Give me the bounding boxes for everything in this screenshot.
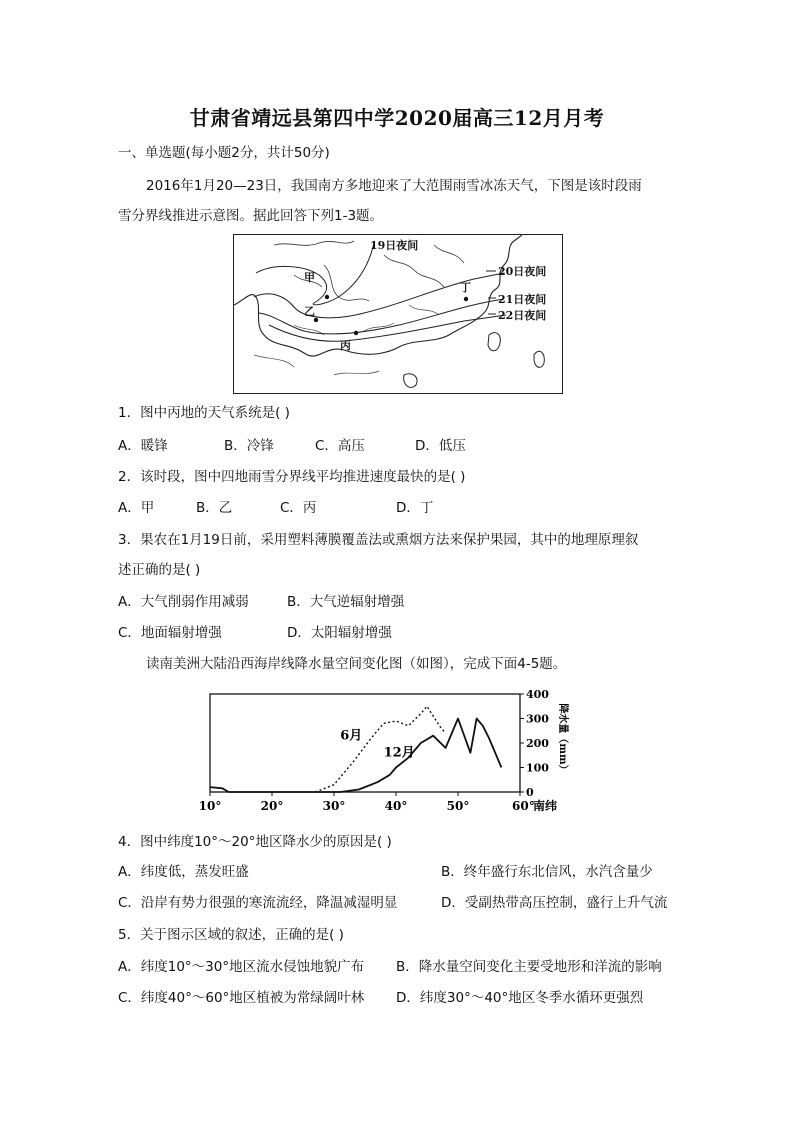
q4-option-a: A．纬度低，蒸发旺盛	[118, 864, 249, 880]
q4-option-b: B．终年盛行东北信风，水汽含量少	[441, 864, 653, 880]
q3-option-c: C．地面辐射增强	[118, 625, 222, 641]
plot-frame	[210, 694, 520, 792]
x-tick-label: 30°	[322, 799, 346, 813]
q5-option-d: D．纬度30°～40°地区冬季水循环更强烈	[396, 990, 644, 1006]
intro-2: 读南美洲大陆沿西海岸线降水量空间变化图（如图），完成下面4-5题。	[146, 656, 567, 672]
intro-line-2: 雪分界线推进示意图。据此回答下列1-3题。	[118, 208, 384, 224]
q5-stem: 5．关于图示区域的叙述，正确的是( )	[118, 927, 344, 943]
q3-stem-line-1: 3．果农在1月19日前，采用塑料薄膜覆盖法或熏烟方法来保护果园，其中的地理原理叙	[118, 532, 639, 548]
label-ding: 丁	[460, 281, 471, 294]
x-axis-label: 南纬	[533, 799, 558, 813]
x-tick-label: 50°	[446, 799, 470, 813]
y-tick-label: 100	[526, 761, 549, 775]
y-axis-label: 降水量（mm）	[557, 703, 568, 775]
x-tick-label: 10°	[198, 799, 222, 813]
intro-line-1: 2016年1月20—23日，我国南方多地迎来了大范围雨雪冰冻天气，下图是该时段雨	[146, 178, 642, 194]
snow-rain-boundary-map	[233, 234, 563, 394]
section-heading: 一、单选题(每小题2分，共计50分)	[118, 145, 330, 161]
y-tick-label: 400	[526, 688, 549, 701]
x-tick-label: 20°	[260, 799, 284, 813]
q1-option-d: D．低压	[415, 438, 466, 454]
q5-option-c: C．纬度40°～60°地区植被为常绿阔叶林	[118, 990, 365, 1006]
q4-stem: 4．图中纬度10°～20°地区降水少的原因是( )	[118, 834, 392, 850]
label-19-night: 19日夜间	[370, 239, 419, 252]
y-tick-label: 300	[526, 712, 549, 726]
q2-option-a: A．甲	[118, 500, 155, 516]
q1-stem: 1．图中丙地的天气系统是( )	[118, 405, 290, 421]
x-tick-label: 40°	[384, 799, 408, 813]
q4-option-d: D．受副热带高压控制，盛行上升气流	[441, 895, 668, 911]
q2-option-d: D．丁	[396, 500, 434, 516]
q2-stem: 2．该时段，图中四地雨雪分界线平均推进速度最快的是( )	[118, 469, 466, 485]
label-21-night: 21日夜间	[498, 293, 547, 306]
series-line-june	[315, 706, 445, 792]
series-label-june: 6月	[340, 728, 363, 744]
label-bing: 丙	[340, 339, 351, 352]
y-tick-label: 200	[526, 737, 549, 750]
q2-option-c: C．丙	[280, 500, 317, 516]
q2-option-b: B．乙	[196, 500, 233, 516]
q1-option-a: A．暖锋	[118, 438, 168, 454]
label-22-night: 22日夜间	[498, 309, 547, 322]
x-tick-label: 60°	[512, 799, 535, 813]
q3-option-d: D．太阳辐射增强	[287, 625, 392, 641]
label-jia: 甲	[304, 271, 315, 284]
q3-stem-line-2: 述正确的是( )	[118, 562, 201, 578]
page-title: 甘肃省靖远县第四中学2020届高三12月月考	[189, 106, 605, 130]
q4-option-c: C．沿岸有势力很强的寒流流经，降温减湿明显	[118, 895, 398, 911]
q3-option-b: B．大气逆辐射增强	[287, 594, 405, 610]
q1-option-c: C．高压	[315, 438, 365, 454]
precipitation-chart	[195, 684, 595, 819]
y-tick-label: 0	[526, 786, 534, 799]
series-label-december: 12月	[383, 745, 415, 761]
q1-option-b: B．冷锋	[224, 438, 274, 454]
q5-option-b: B．降水量空间变化主要受地形和洋流的影响	[396, 959, 662, 975]
label-yi: 乙	[304, 305, 315, 318]
label-20-night: 20日夜间	[498, 265, 547, 278]
q3-option-a: A．大气削弱作用减弱	[118, 594, 249, 610]
q5-option-a: A．纬度10°～30°地区流水侵蚀地貌广布	[118, 959, 365, 975]
